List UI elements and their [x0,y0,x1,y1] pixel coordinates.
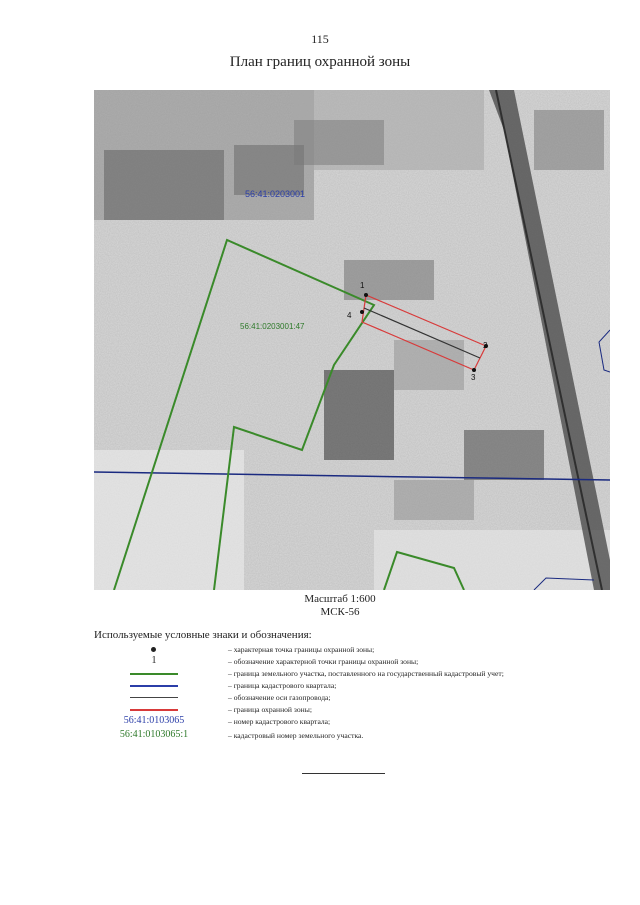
building [394,340,464,390]
quarter-number-sample: 56:41:0103065 [123,715,185,726]
building [294,120,384,165]
legend-description: – обозначение оси газопровода; [228,693,331,702]
signature-line [302,773,385,774]
building [344,260,434,300]
legend-item-quarter-boundary [110,680,610,692]
point-number-symbol: 1 [151,655,157,666]
legend-item-gas-axis [110,692,610,704]
building [394,480,474,520]
legend-item-point-number [110,656,610,668]
parcel-number-sample: 56:41:0103065:1 [119,729,189,740]
building [534,110,604,170]
point-label-3: 3 [471,373,476,382]
legend-item-quarter-number [110,716,610,728]
quarter-number-label: 56:41:0203001 [245,189,306,199]
legend-description: – обозначение характерной точки границы охранной зоны; [228,657,419,666]
page-number: 115 [311,32,329,46]
legend-description: – граница земельного участка, поставленного на государственный кадастровый учет; [228,669,504,678]
boundary-point [364,293,368,297]
map-svg [94,90,610,590]
point-dot-icon [151,647,156,652]
scale-label: Масштаб 1:600 [304,593,376,605]
building [464,430,544,480]
legend-title: Используемые условные знаки и обозначения: [94,629,312,641]
legend-description: – кадастровый номер земельного участка. [228,731,364,740]
red-line-icon [130,709,178,711]
point-label-4: 4 [347,311,352,320]
legend-description: – характерная точка границы охранной зоны; [228,645,375,654]
legend-description: – граница охранной зоны; [228,705,312,714]
point-label-1: 1 [360,281,365,290]
boundary-point [360,310,364,314]
plan-title: План границ охранной зоны [229,54,411,70]
legend-item-parcel-boundary [110,668,610,680]
boundary-point [472,368,476,372]
green-line-icon [130,673,178,675]
legend-description: – граница кадастрового квартала; [228,681,337,690]
blue-line-icon [130,685,178,687]
building [324,370,394,460]
coordinate-system-label: МСК-56 [320,606,360,618]
point-label-2: 2 [483,341,488,350]
legend-item-parcel-number [110,730,610,742]
parcel-number-label: 56:41:0203001:47 [240,322,305,331]
building [104,150,224,220]
building [234,145,304,195]
legend-description: – номер кадастрового квартала; [228,717,331,726]
dark-line-icon [130,697,178,698]
aerial-map [94,90,610,590]
